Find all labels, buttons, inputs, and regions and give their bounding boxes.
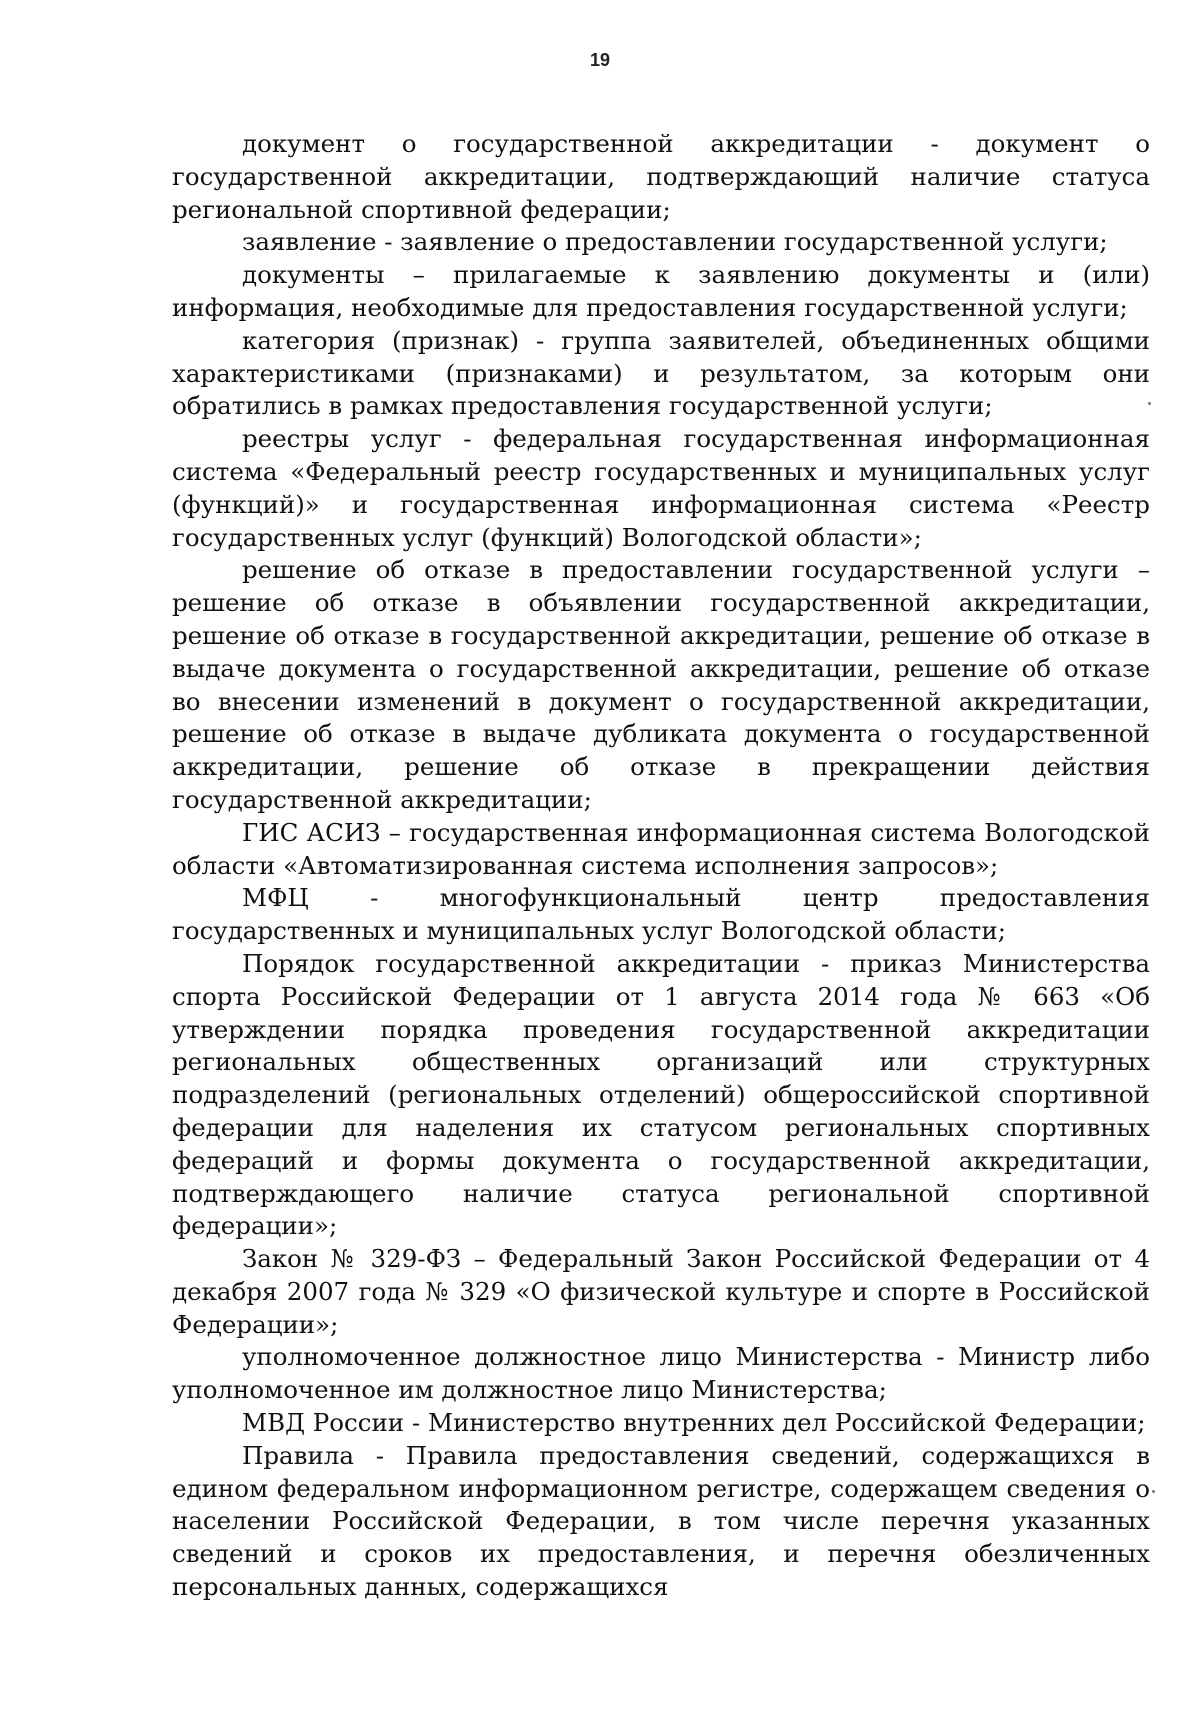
paragraph-accreditation-procedure: Порядок государственной аккредитации - приказ Министерства спорта Российской Федерации от 1 августа 2014 года № 663 «Об утверждении порядка проведения государственной аккредитации региональных общественных организаций или структурных подразделений (региональных отделений) общероссийской спортивной федерации для наделения их статусом региональных спортивных федераций и формы документа о государственной аккредитации, подтверждающего наличие статуса региональной спортивной федерации»; [172,948,1150,1241]
page-number: 19 [589,50,611,70]
paragraph-gis-asiz: ГИС АСИЗ – государственная информационная система Вологодской области «Автоматизированная система исполнения запросов»; [172,817,1150,880]
paragraph-law-329: Закон № 329-ФЗ – Федеральный Закон Российской Федерации от 4 декабря 2007 года № 329 «О физической культуре и спорте в Российской Федерации»; [172,1244,1150,1339]
document-body [172,128,1150,1604]
paragraph-service-registries: реестры услуг - федеральная государственная информационная система «Федеральный реестр государственных и муниципальных услуг (функций)» и государственная информационная система «Реестр государственных услуг (функций) Вологодской области»; [172,424,1150,552]
paragraph-authorized-official: уполномоченное должностное лицо Министерства - Министр либо уполномоченное им должностное лицо Министерства; [172,1342,1150,1405]
scan-speck [1152,1490,1155,1493]
paragraph-category: категория (признак) - группа заявителей, объединенных общими характеристиками (признаками) и результатом, за которым они обратились в рамках предоставления государственной услуги; [172,325,1150,421]
paragraph-application: заявление - заявление о предоставлении государственной услуги; [242,227,1108,257]
paragraph-rules: Правила - Правила предоставления сведений, содержащихся в едином федеральном информационном регистре, содержащем сведения о населении Российской Федерации, в том числе перечня указанных сведений и сроков их предоставления, и перечня обезличенных персональных данных, содержащихся [172,1440,1150,1602]
paragraph-documents: документы – прилагаемые к заявлению документы и (или) информация, необходимые для предоставления государственной услуги; [172,260,1150,322]
scan-speck [1148,402,1151,405]
paragraph-mfc: МФЦ - многофункциональный центр предоставления государственных и муниципальных услуг Вологодской области; [172,883,1150,946]
paragraph-mvd: МВД России - Министерство внутренних дел Российской Федерации; [242,1408,1146,1438]
paragraph-accreditation-document: документ о государственной аккредитации - документ о государственной аккредитации, подтверждающий наличие статуса региональной спортивной федерации; [172,129,1150,224]
paragraph-refusal-decision: решение об отказе в предоставлении государственной услуги – решение об отказе в объявлении государственной аккредитации, решение об отказе в государственной аккредитации, решение об отказе в выдаче документа о государственной аккредитации, решение об отказе во внесении изменений в документ о государственной аккредитации, решение об отказе в выдаче дубликата документа о государственной аккредитации, решение об отказе в прекращении действия государственной аккредитации; [172,555,1150,814]
